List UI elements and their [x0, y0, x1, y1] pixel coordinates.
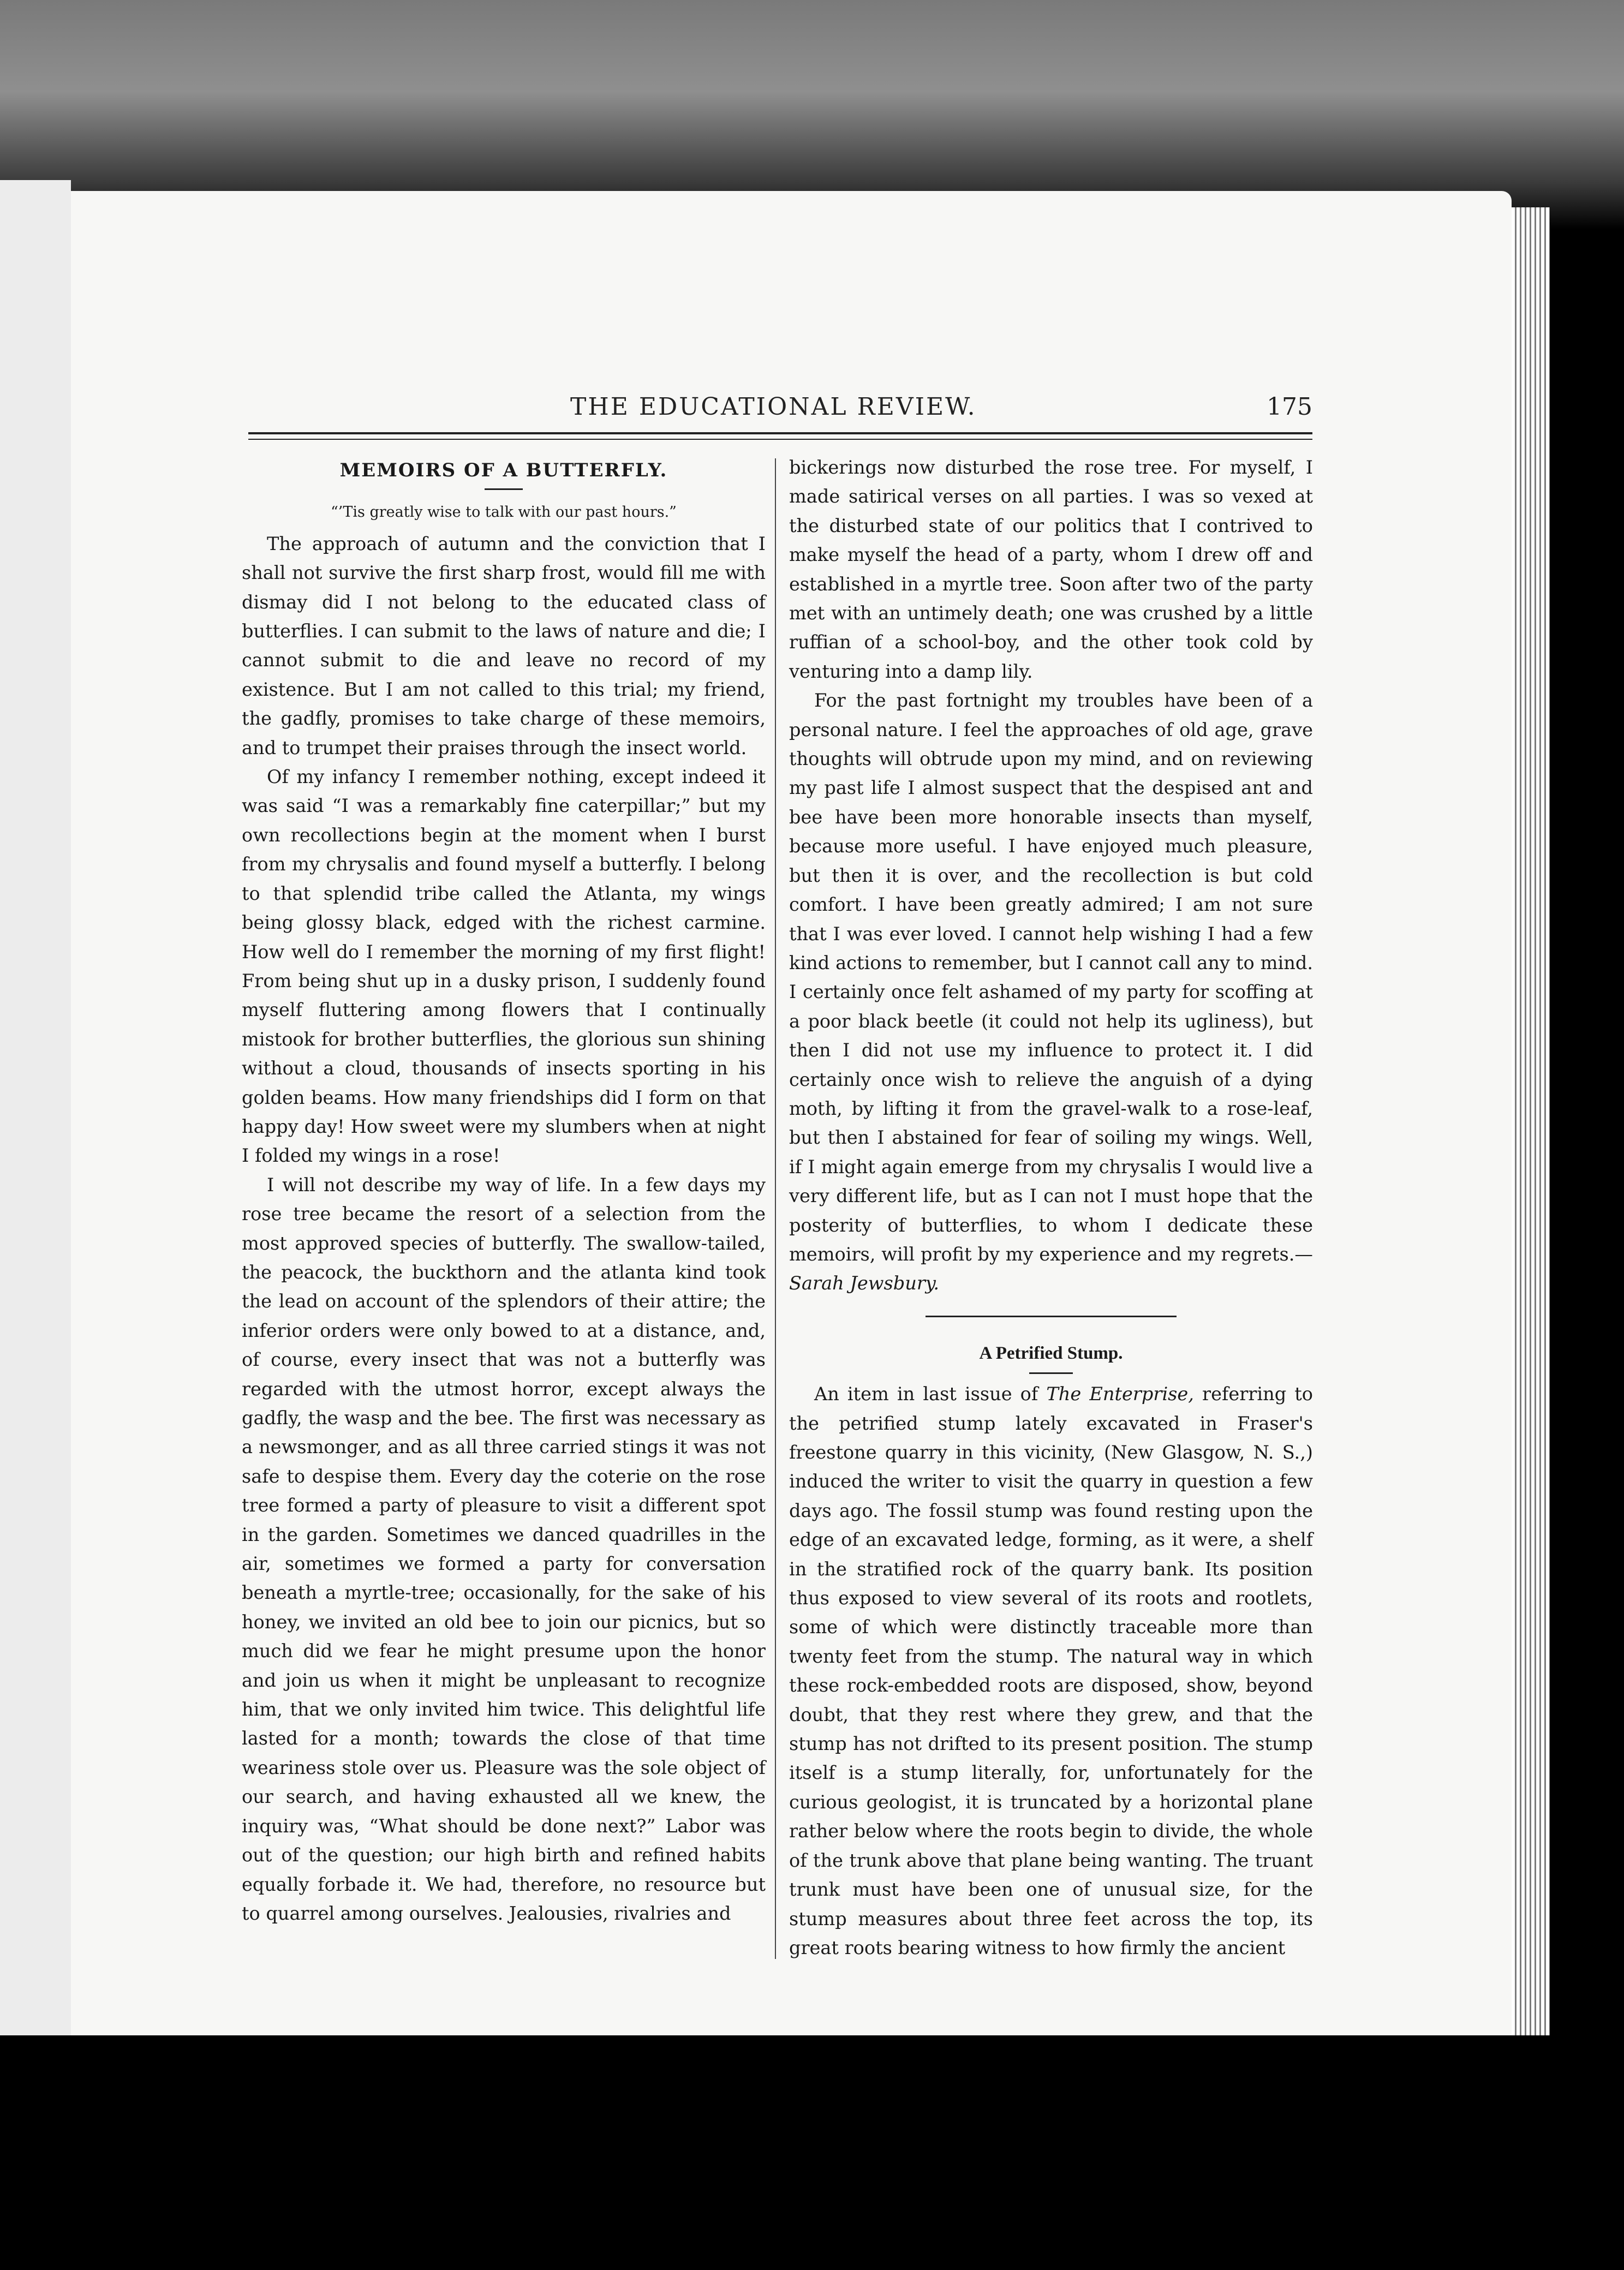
header-rule-thin — [248, 439, 1312, 440]
article-title: MEMOIRS OF A BUTTERFLY. — [339, 459, 668, 481]
page-number: 175 — [1267, 393, 1312, 421]
paragraph: Of my infancy I remember nothing, except indeed it was said “I was a remarkably fine caterpillar;” but my own recollections begin at the moment when I burst from my chrysalis and found myself a butterfly. I belong to that splendid tribe called the Atlanta, my wings being glossy black, edged with the richest carmine. How well do I remember the morning of my first flight! From being shut up in a dusky prison, I suddenly found myself fluttering among flowers that I continually mistook for brother butterflies, the glorious sun shining without a cloud, thousands of insects sporting in his golden beams. How many friendships did I form on that happy day! How sweet were my slumbers when at night I folded my wings in a rose! — [242, 766, 766, 1167]
source-name: The Enterprise, — [1046, 1383, 1194, 1405]
right-column — [789, 453, 1313, 1962]
article-title-2: A Petrified Stump. — [979, 1343, 1123, 1363]
title-rule-2 — [1029, 1372, 1073, 1374]
paragraph — [789, 1379, 1313, 1962]
header-rule — [248, 432, 1312, 434]
section-divider — [926, 1316, 1177, 1317]
body-text: referring to the petrified stump lately excavated in Fraser's freestone quarry in this vicinity, (New Glasgow, N. S.,) induced the writer to visit the quarry in question a few days ago. The fossil stump was found resting upon the edge of an excavated ledge, forming, as it were, a shelf in the stratified rock of the quarry bank. Its position thus exposed to view several of its roots and rootlets, some of which were distinctly traceable more than twenty feet from the stump. The natural way in which these rock-embedded roots are disposed, show, beyond doubt, that they rest where they grew, and that the stump has not drifted to its present position. The stump itself is a stump literally, for, unfortunately for the curious geologist, it is truncated by a horizontal plane rather below where the roots begin to divide, the whole of the trunk above that plane being wanting. The truant trunk must have been one of unusual size, for the stump measures about three feet across the top, its great roots bearing witness to how firmly the ancient — [789, 1383, 1313, 1958]
left-column — [242, 453, 766, 1928]
epigraph: “’Tis greatly wise to talk with our past hours.” — [331, 504, 677, 521]
column-divider — [775, 458, 776, 1959]
paragraph: I will not describe my way of life. In a few days my rose tree became the resort of a selection from the most approved species of butterfly. The swallow-tailed, the peacock, the buckthorn and the atlanta kind took the lead on account of the splendors of their attire; the inferior orders were only bowed to at a distance, and, of course, every insect that was not a butterfly was regarded with the utmost horror, except always the gadfly, the wasp and the bee. The first was necessary as a newsmonger, and as all three carried stings it was not safe to despise them. Every day the coterie on the rose tree formed a party of pleasure to visit a different spot in the garden. Sometimes we danced quadrilles in the air, sometimes we formed a party for conversation beneath a myrtle-tree; occasionally, for the sake of his honey, we invited an old bee to join our picnics, but so much did we fear he might presume upon the honor and join us when it might be unpleasant to recognize him, that we only invited him twice. This delightful life lasted for a month; towards the close of that time weariness stole over us. Pleasure was the sole object of our search, and having exhausted all we knew, the inquiry was, “What should be done next?” Labor was out of the question; our high birth and refined habits equally forbade it. We had, therefore, no resource but to quarrel among ourselves. Jealousies, rivalries and — [242, 1174, 766, 1924]
paragraph: The approach of autumn and the conviction that I shall not survive the first sharp frost, would fill me with dismay did I not belong to the educated class of butterflies. I can submit to the laws of nature and die; I cannot submit to die and leave no record of my existence. But I am not called to this trial; my friend, the gadfly, promises to take charge of these memoirs, and to trumpet their praises through the insect world. — [242, 533, 766, 758]
paragraph: bickerings now disturbed the rose tree. For myself, I made satirical verses on all parties. I was so vexed at the disturbed state of our politics that I contrived to make myself the head of a party, whom I drew off and established in a myrtle tree. Soon after two of the party met with an untimely death; one was crushed by a little ruffian of a school-boy, and the other took cold by venturing into a damp lily. — [789, 457, 1313, 682]
scan-bottom-background — [0, 2035, 1624, 2270]
intro-text: An item in last issue of — [814, 1383, 1047, 1405]
running-title: THE EDUCATIONAL REVIEW. — [570, 393, 977, 421]
page-edges — [1512, 207, 1550, 2035]
facing-page-edge — [0, 180, 71, 2063]
paragraph-text: For the past fortnight my troubles have been of a personal nature. I feel the approaches of old age, grave thoughts will obtrude upon my mind, and on reviewing my past life I almost suspect that the despised ant and bee have been more honorable insects than myself, because more useful. I have enjoyed much pleasure, but then it is over, and the recollection is but cold comfort. I have been greatly admired; I am not sure that I was ever loved. I cannot help wishing I had a few kind actions to remember, but I cannot call any to mind. I certainly once felt ashamed of my party for scoffing at a poor black beetle (it could not help its ugliness), but then I did not use my influence to protect it. I did certainly once wish to relieve the anguish of a dying moth, by lifting it from the gravel-walk to a rose-leaf, but then I abstained for fear of soiling my wings. Well, if I might again emerge from my chrysalis I would live a very different life, but as I can not I must hope that the posterity of butterflies, to whom I dedicate these memoirs, will profit by my experience and my regrets.— — [789, 690, 1313, 1265]
paragraph-final — [789, 686, 1313, 1298]
running-header — [248, 393, 1312, 426]
attribution: Sarah Jewsbury. — [789, 1273, 940, 1294]
title-rule — [485, 488, 523, 490]
